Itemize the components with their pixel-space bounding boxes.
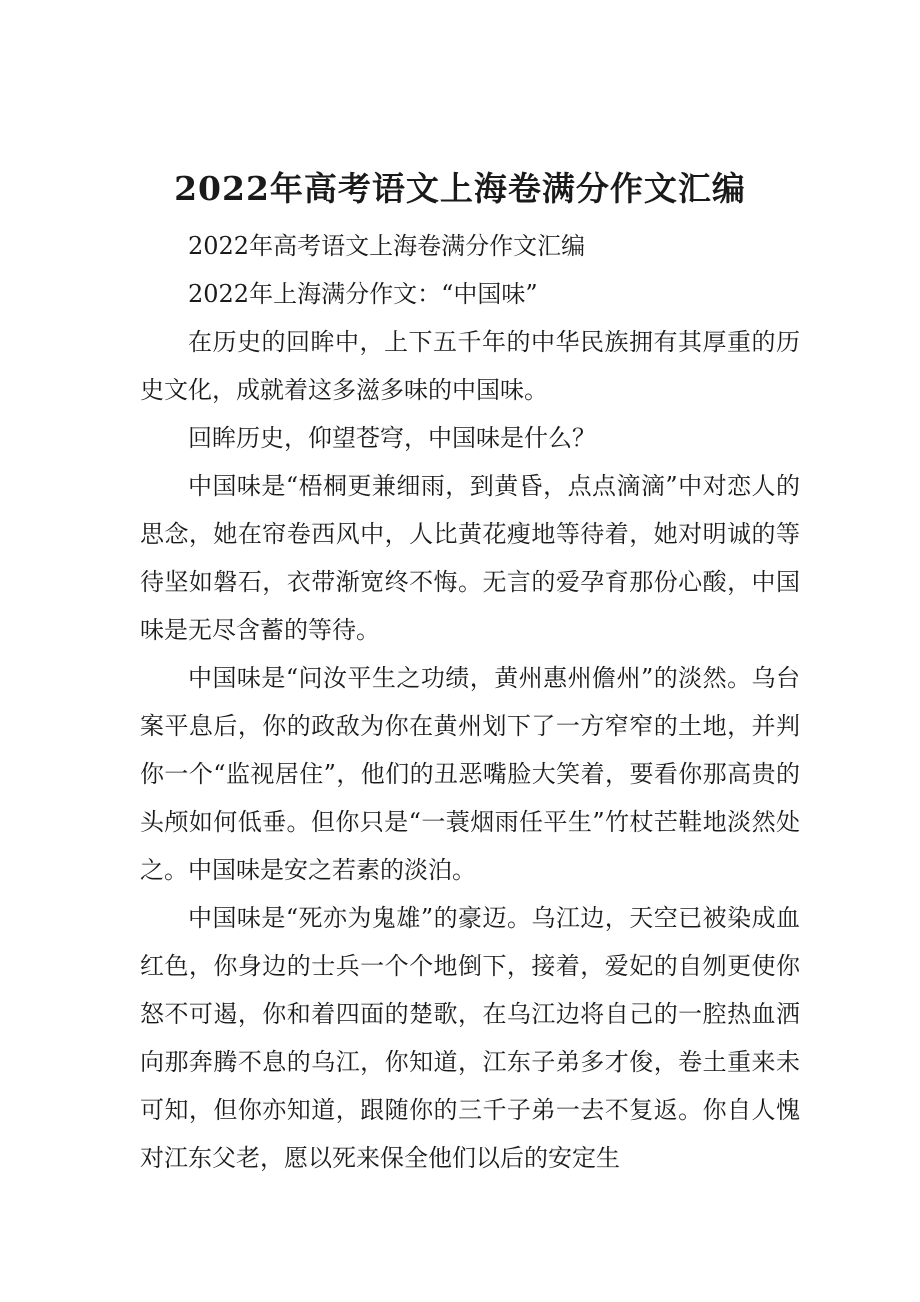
document-body (140, 222, 800, 1182)
paragraph-question: 回眸历史，仰望苍穹，中国味是什么？ (188, 424, 596, 452)
paragraph-heroism: 中国味是“死亦为鬼雄”的豪迈。乌江边，天空已被染成血红色，你身边的士兵一个个地倒下，接着，爱妃的自刎更使你怒不可遏，你和着四面的楚歌，在乌江边将自己的一腔热血洒向那奔腾不息的乌江，你知道，江东子弟多才俊，卷土重来未可知，但你亦知道，跟随你的三千子弟一去不复返。你自人愧对江东父老，愿以死来保全他们以后的安定生 (140, 904, 800, 1172)
paragraph-intro: 在历史的回眸中，上下五千年的中华民族拥有其厚重的历史文化，成就着这多滋多味的中国味。 (140, 328, 800, 404)
paragraph-subtitle: 2022年高考语文上海卷满分作文汇编 (188, 232, 586, 260)
document-title: 2022年高考语文上海卷满分作文汇编 (174, 169, 746, 209)
paragraph-serenity: 中国味是“问汝平生之功绩，黄州惠州儋州”的淡然。乌台案平息后，你的政敌为你在黄州划下了一方窄窄的土地，并判你一个“监视居住”，他们的丑恶嘴脸大笑着，要看你那高贵的头颅如何低垂。但你只是“一蓑烟雨任平生”竹杖芒鞋地淡然处之。中国味是安之若素的淡泊。 (140, 664, 800, 884)
paragraph-longing: 中国味是“梧桐更兼细雨，到黄昏，点点滴滴”中对恋人的思念，她在帘卷西风中，人比黄花瘦地等待着，她对明诚的等待坚如磐石，衣带渐宽终不悔。无言的爱孕育那份心酸，中国味是无尽含蓄的等待。 (140, 472, 800, 644)
paragraph-essay-title: 2022年上海满分作文：“中国味” (188, 280, 538, 308)
